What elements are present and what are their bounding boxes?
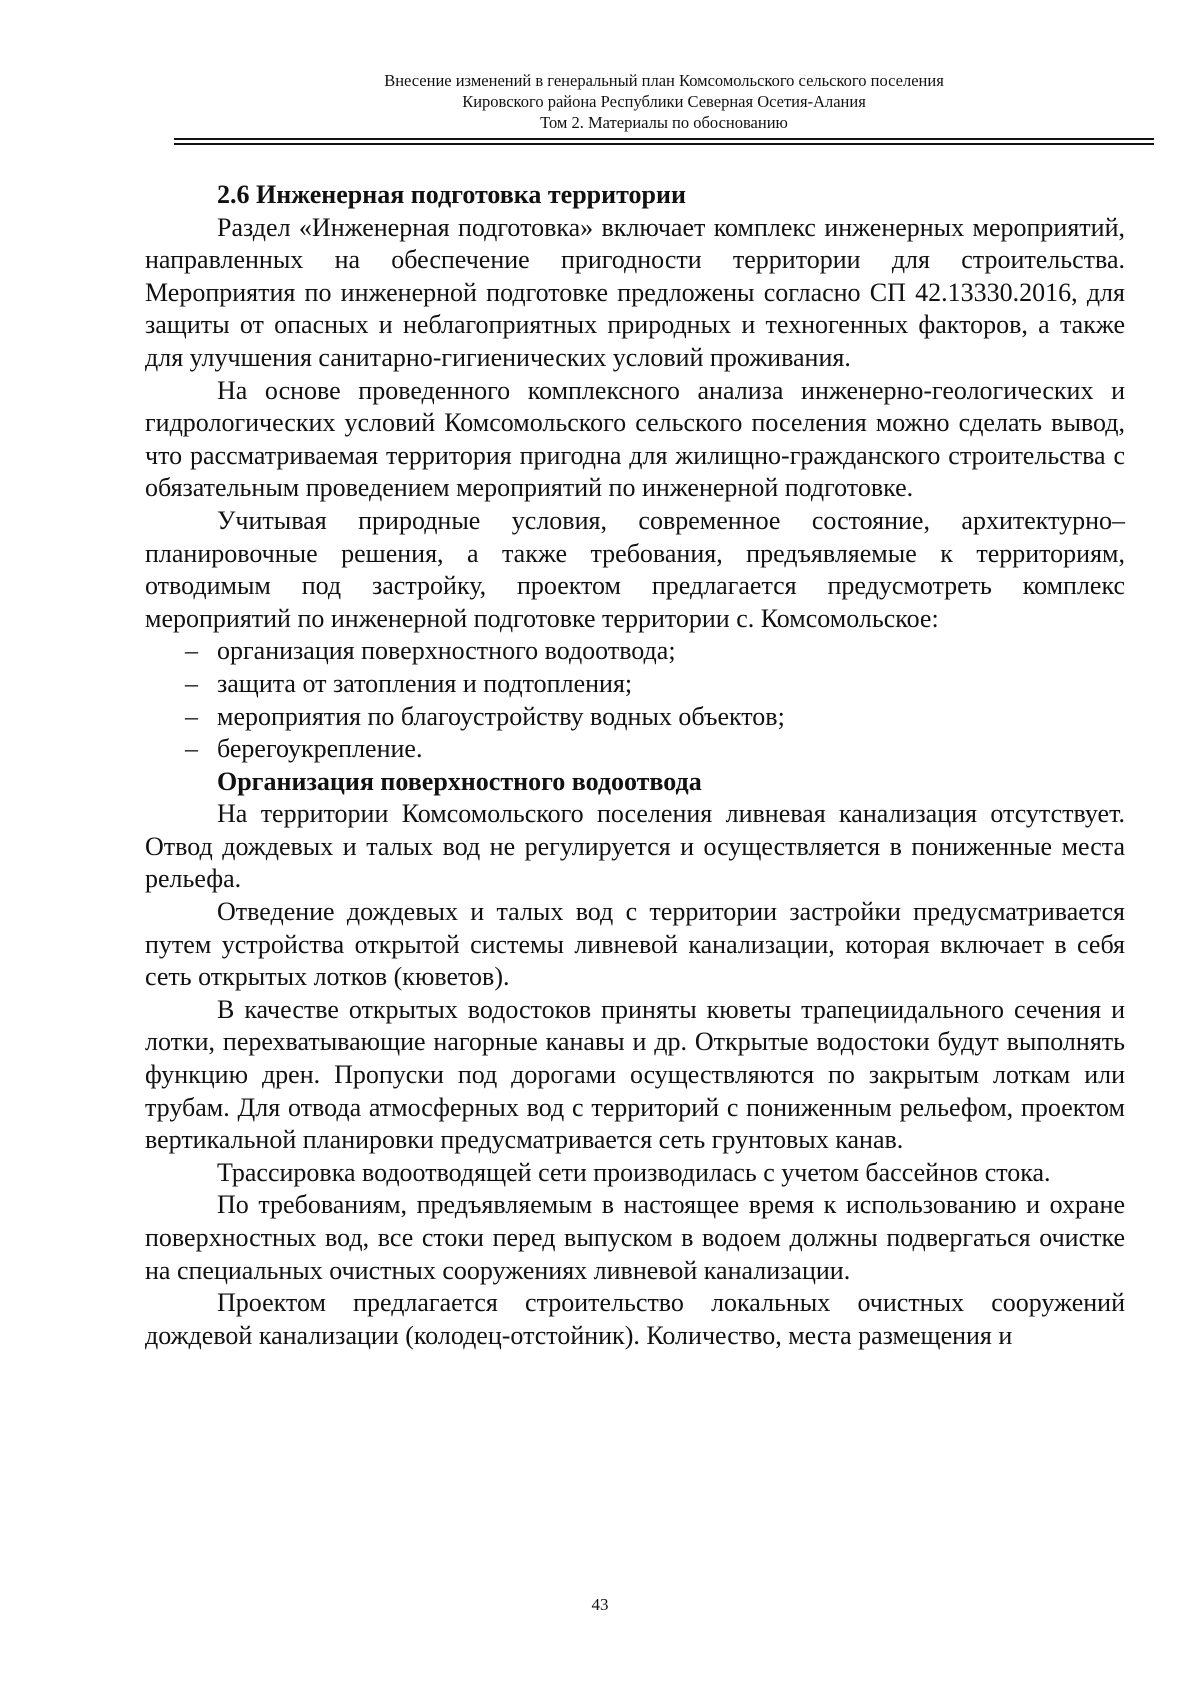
- measures-list: [145, 635, 1125, 765]
- paragraph: На основе проведенного комплексного анализа инженерно-геологических и гидрологических условий Комсомольского сельского поселения можно сделать вывод, что рассматриваемая территория пригодна для жилищно-гражданского строительства с обязательным проведением мероприятий по инженерной подготовке.: [145, 375, 1125, 503]
- list-item-text: берегоукрепление.: [217, 734, 423, 764]
- list-dash: –: [185, 668, 198, 698]
- list-item: [145, 635, 1125, 668]
- header-rule-top: [174, 138, 1154, 140]
- page-number: 43: [591, 1595, 609, 1614]
- paragraph: По требованиям, предъявляемым в настоящее время к использованию и охране поверхностных вод, все стоки перед выпуском в водоем должны подвергаться очистке на специальных очистных сооружениях ливневой канализации.: [145, 1190, 1125, 1285]
- list-item-text: организация поверхностного водоотвода;: [217, 636, 676, 666]
- section-heading: 2.6 Инженерная подготовка территории: [217, 180, 686, 209]
- list-item-text: мероприятия по благоустройству водных объектов;: [217, 701, 785, 731]
- list-dash: –: [185, 734, 198, 764]
- list-item: [145, 733, 1125, 766]
- list-item-text: защита от затопления и подтопления;: [217, 668, 633, 698]
- paragraph: В качестве открытых водостоков приняты кюветы трапециидального сечения и лотки, перехватывающие нагорные канавы и др. Открытые водостоки будут выполнять функцию дрен. Пропуски под дорогами осуществляются по закрытым лоткам или трубам. Для отвода атмосферных вод с территорий с пониженным рельефом, проектом вертикальной планировки предусматривается сеть грунтовых канав.: [145, 994, 1125, 1155]
- list-dash: –: [185, 636, 198, 666]
- list-item: [145, 701, 1125, 734]
- header-line-1: Внесение изменений в генеральный план Комсомольского сельского поселения: [384, 71, 944, 90]
- page-body: [145, 179, 1125, 1352]
- paragraph: Учитывая природные условия, современное состояние, архитектурно–планировочные решения, а также требования, предъявляемые к территориям, отводимым под застройку, проектом предлагается предусмотреть комплекс мероприятий по инженерной подготовке территории с. Комсомольское:: [145, 505, 1125, 633]
- paragraph: На территории Комсомольского поселения ливневая канализация отсутствует. Отвод дождевых и талых вод не регулируется и осуществляется в пониженные места рельефа.: [145, 799, 1125, 894]
- list-dash: –: [185, 701, 198, 731]
- paragraph: Трассировка водоотводящей сети производилась с учетом бассейнов стока.: [217, 1157, 1051, 1187]
- header-line-3: Том 2. Материалы по обоснованию: [540, 113, 788, 132]
- header-line-2: Кировского района Республики Северная Осетия-Алания: [462, 92, 866, 111]
- header-rule-bottom: [174, 143, 1154, 145]
- list-item: [145, 668, 1125, 701]
- paragraph: Отведение дождевых и талых вод с территории застройки предусматривается путем устройства открытой системы ливневой канализации, которая включает в себя сеть открытых лотков (кюветов).: [145, 897, 1125, 992]
- paragraph: Раздел «Инженерная подготовка» включает комплекс инженерных мероприятий, направленных на обеспечение пригодности территории для строительства. Мероприятия по инженерной подготовке предложены согласно СП 42.13330.2016, для защиты от опасных и неблагоприятных природных и техногенных факторов, а также для улучшения санитарно-гигиенических условий проживания.: [145, 212, 1125, 372]
- document-header: [174, 70, 1154, 133]
- subsection-heading: Организация поверхностного водоотвода: [217, 766, 702, 796]
- paragraph: Проектом предлагается строительство локальных очистных сооружений дождевой канализации (колодец-отстойник). Количество, места размещения и: [145, 1288, 1125, 1350]
